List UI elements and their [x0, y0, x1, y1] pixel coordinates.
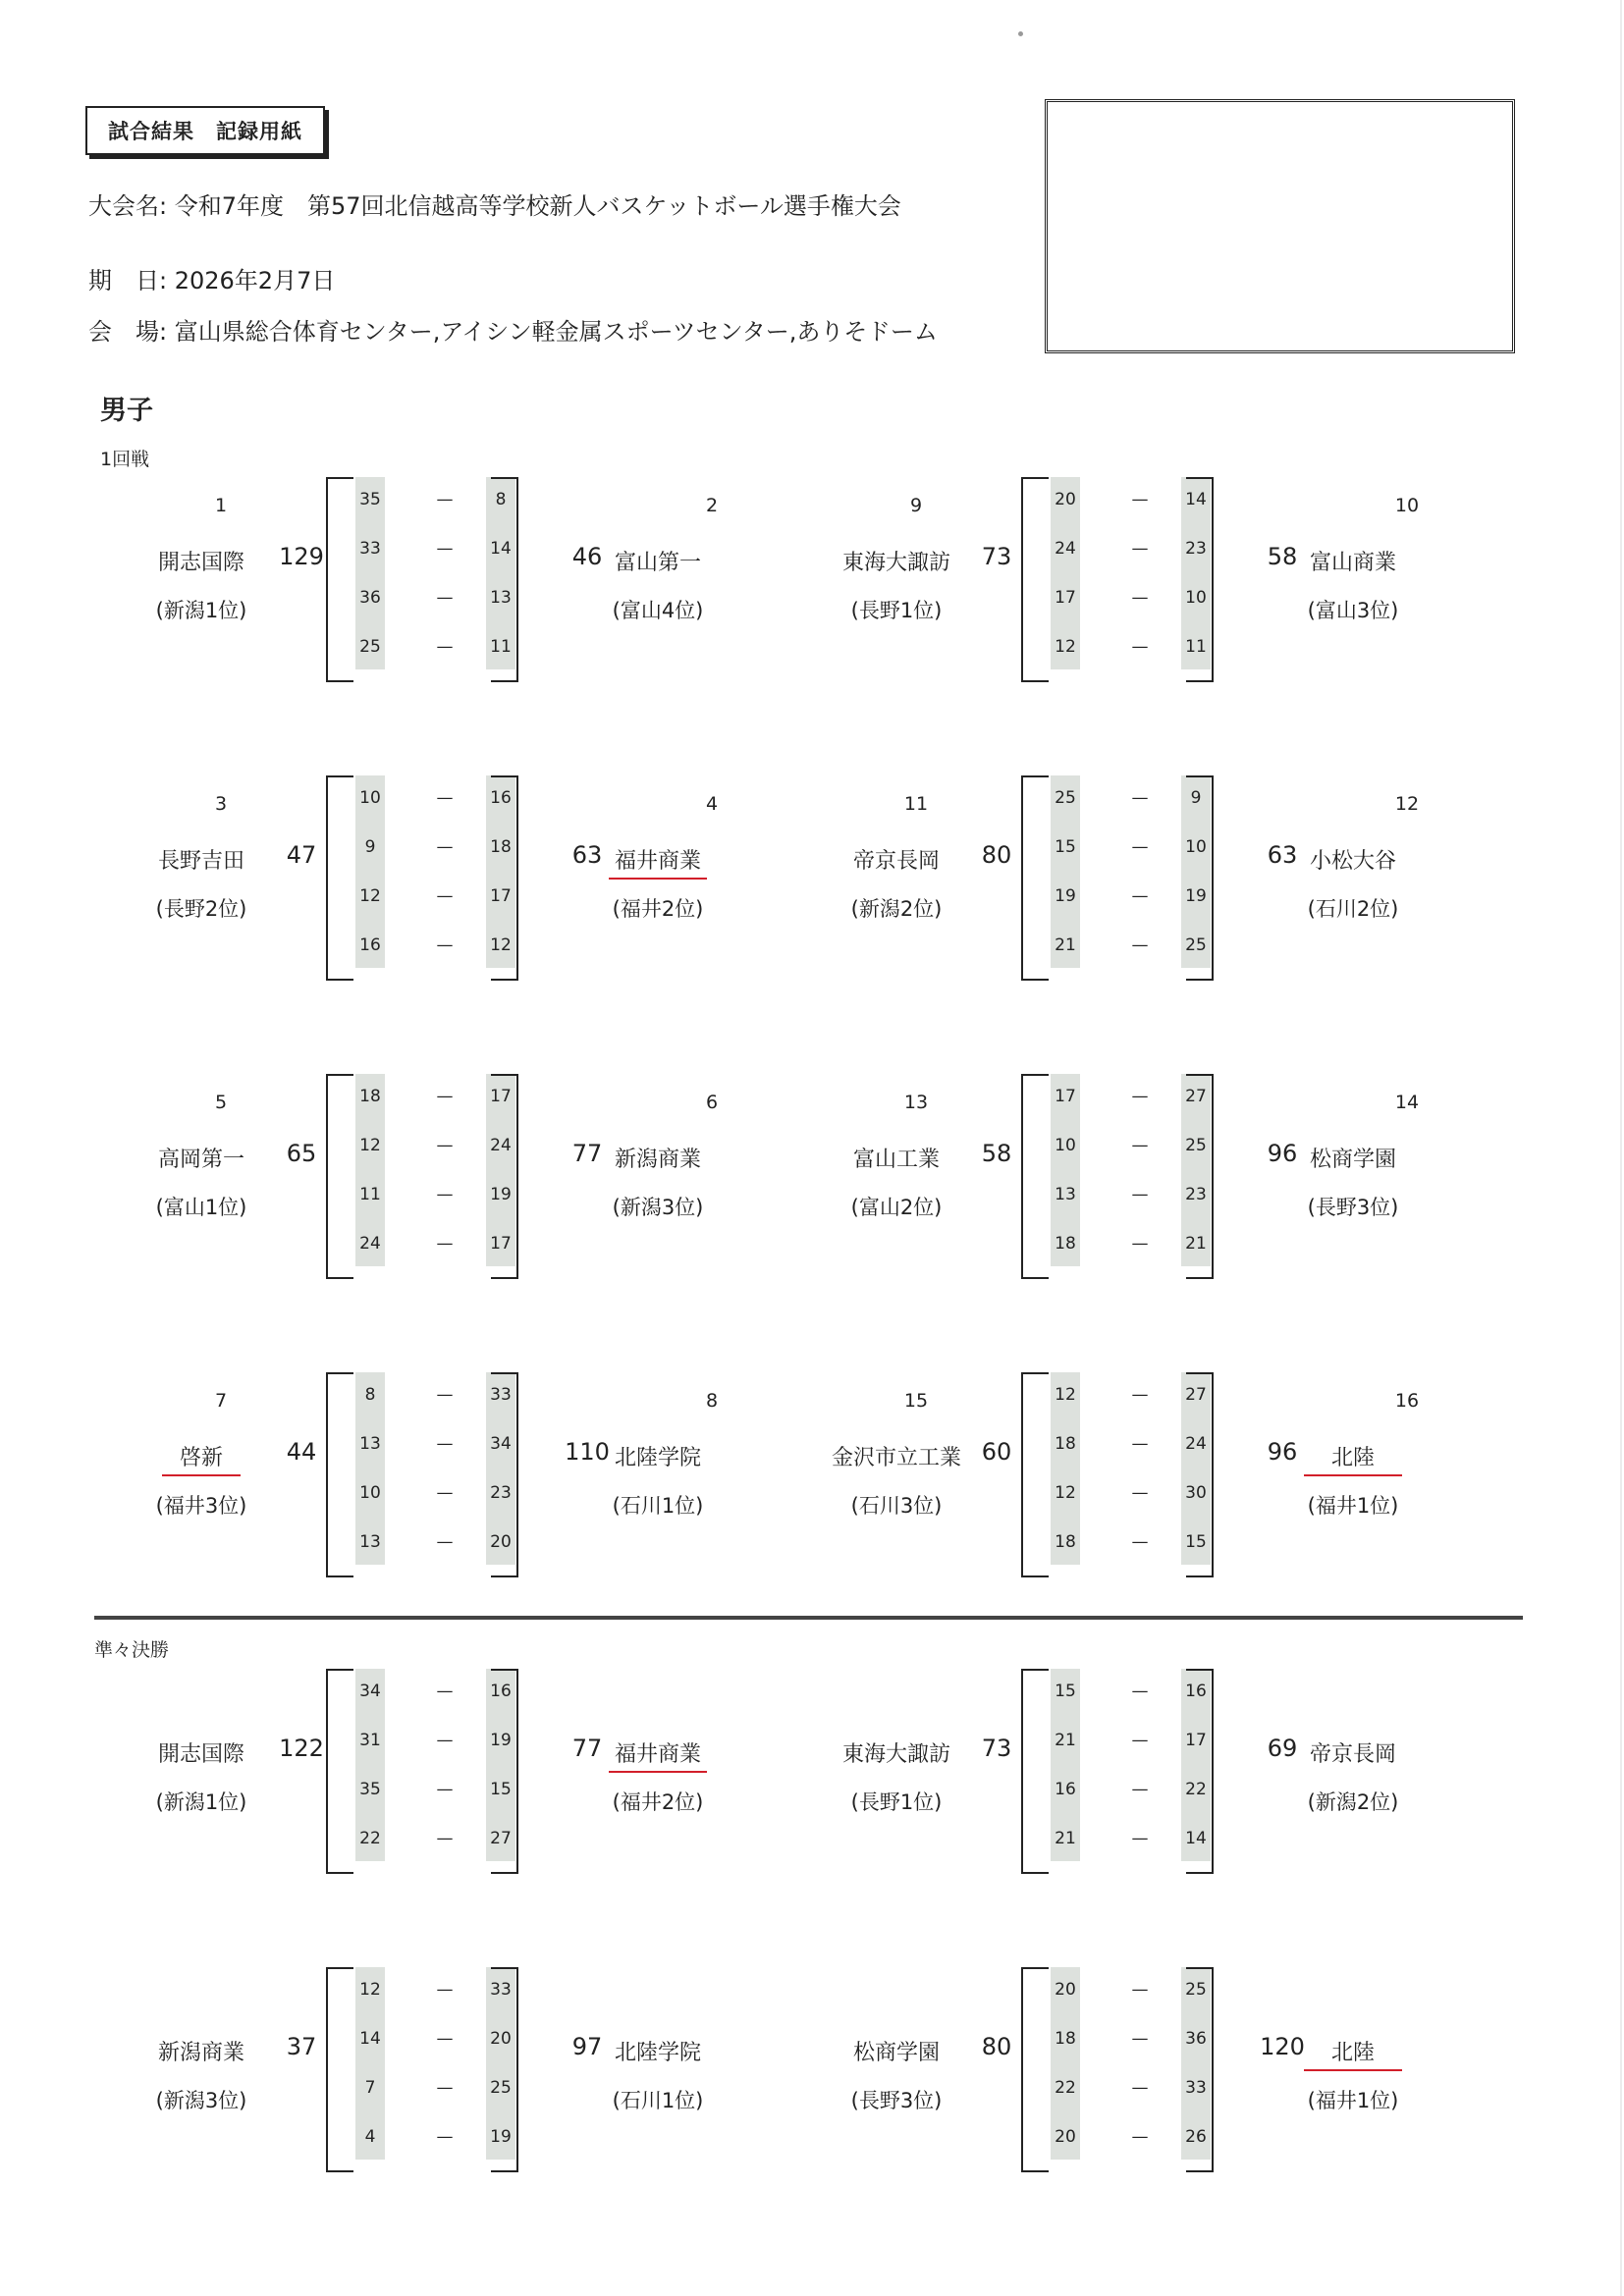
quarter-score: 11: [359, 1185, 381, 1204]
venue-value: 富山県総合体育センター,アイシン軽金属スポーツセンター,ありそドーム: [174, 318, 938, 346]
quarter-score: 25: [1185, 1980, 1207, 2000]
team-region-rank: (富山4位): [612, 599, 704, 622]
tournament-label: 大会名:: [88, 192, 168, 220]
quarter-score: 27: [490, 1829, 512, 1848]
team-region-rank: (石川1位): [612, 2089, 704, 2112]
score-bracket-left: [326, 477, 353, 682]
team-region-rank: (福井2位): [612, 897, 704, 921]
quarter-score: 19: [1185, 886, 1207, 906]
quarter-separator: —: [436, 2127, 454, 2147]
team-name: 帝京長岡: [852, 849, 940, 874]
quarter-score: 19: [490, 1731, 512, 1750]
team-name: 啓新: [179, 1446, 223, 1470]
quarter-score: 10: [1185, 837, 1207, 857]
quarter-score: 22: [359, 1829, 381, 1848]
quarter-separator: —: [1131, 1682, 1149, 1701]
quarter-score: 36: [1185, 2029, 1207, 2049]
match-box: [118, 477, 756, 688]
quarter-separator: —: [1131, 1434, 1149, 1454]
quarter-score: 8: [364, 1385, 376, 1405]
team-name: 富山第一: [614, 551, 701, 575]
team-total-score: 47: [286, 841, 317, 869]
quarter-separator: —: [1131, 1780, 1149, 1799]
score-bracket-left: [1021, 477, 1049, 682]
quarter-separator: —: [436, 490, 454, 509]
quarter-score: 22: [1185, 1780, 1207, 1799]
quarter-separator: —: [1131, 1087, 1149, 1106]
quarter-separator: —: [436, 837, 454, 857]
team-total-score: 63: [1267, 841, 1298, 869]
score-bracket-left: [1021, 1372, 1049, 1577]
quarter-score: 27: [1185, 1087, 1207, 1106]
team-region-rank: (長野1位): [850, 1790, 943, 1814]
stamp-box: [1045, 99, 1515, 353]
team-region-rank: (福井2位): [612, 1790, 704, 1814]
quarter-separator: —: [436, 1136, 454, 1155]
team-seed-number: 14: [1394, 1092, 1420, 1113]
team-total-score: 110: [565, 1438, 610, 1466]
team-total-score: 37: [286, 2033, 317, 2060]
team-seed-number: 4: [705, 793, 719, 815]
quarter-separator: —: [1131, 2127, 1149, 2147]
quarter-separator: —: [1131, 1136, 1149, 1155]
team-seed-number: 7: [214, 1390, 228, 1412]
quarter-separator: —: [436, 1829, 454, 1848]
winner-underline: [609, 878, 707, 880]
team-name: 高岡第一: [157, 1148, 244, 1172]
quarter-score: 20: [1055, 1980, 1076, 2000]
quarter-separator: —: [436, 539, 454, 559]
quarter-score: 10: [359, 1483, 381, 1503]
quarter-score: 9: [364, 837, 376, 857]
quarter-separator: —: [436, 886, 454, 906]
team-region-rank: (長野3位): [1307, 1196, 1399, 1219]
team-name: 開志国際: [157, 1742, 244, 1767]
quarter-score: 35: [359, 1780, 381, 1799]
quarter-separator: —: [1131, 1234, 1149, 1254]
score-bracket-left: [1021, 775, 1049, 981]
quarter-score: 12: [1055, 1483, 1076, 1503]
team-name: 東海大諏訪: [841, 1742, 950, 1767]
quarter-score: 30: [1185, 1483, 1207, 1503]
team-seed-number: 3: [214, 793, 228, 815]
team-region-rank: (福井3位): [155, 1494, 247, 1518]
quarter-separator: —: [1131, 1731, 1149, 1750]
match-box: [118, 1669, 756, 1880]
quarter-separator: —: [1131, 1185, 1149, 1204]
quarter-score: 11: [490, 637, 512, 657]
quarter-score: 20: [1055, 2127, 1076, 2147]
quarter-score: 15: [1055, 837, 1076, 857]
team-name: 北陸学院: [614, 2041, 701, 2065]
document-title: 試合結果 記録用紙: [85, 106, 325, 155]
quarter-separator: —: [436, 1434, 454, 1454]
quarter-score: 24: [1055, 539, 1076, 559]
quarter-separator: —: [436, 1234, 454, 1254]
score-bracket-left: [1021, 1074, 1049, 1279]
winner-underline: [1304, 2069, 1402, 2071]
team-total-score: 46: [571, 543, 603, 570]
team-total-score: 60: [981, 1438, 1012, 1466]
match-box: [813, 1074, 1451, 1285]
quarter-score: 34: [490, 1434, 512, 1454]
score-bracket-left: [326, 1074, 353, 1279]
team-region-rank: (新潟2位): [850, 897, 943, 921]
quarter-separator: —: [1131, 1532, 1149, 1552]
quarter-score: 33: [1185, 2078, 1207, 2098]
team-total-score: 73: [981, 543, 1012, 570]
quarter-score: 17: [490, 1087, 512, 1106]
team-seed-number: 5: [214, 1092, 228, 1113]
team-total-score: 63: [571, 841, 603, 869]
quarter-score: 13: [359, 1532, 381, 1552]
match-box: [118, 775, 756, 987]
quarter-separator: —: [1131, 837, 1149, 857]
team-total-score: 120: [1260, 2033, 1305, 2060]
quarter-separator: —: [436, 1087, 454, 1106]
quarter-score: 19: [490, 2127, 512, 2147]
match-box: [813, 775, 1451, 987]
team-region-rank: (富山3位): [1307, 599, 1399, 622]
score-bracket-left: [326, 1669, 353, 1874]
quarter-score: 17: [1055, 588, 1076, 608]
quarter-separator: —: [436, 1532, 454, 1552]
quarter-score: 36: [359, 588, 381, 608]
team-total-score: 97: [571, 2033, 603, 2060]
quarter-score: 16: [490, 1682, 512, 1701]
team-name: 帝京長岡: [1309, 1742, 1396, 1767]
quarter-separator: —: [436, 1385, 454, 1405]
quarter-score: 15: [490, 1780, 512, 1799]
quarter-score: 26: [1185, 2127, 1207, 2147]
quarter-score: 17: [490, 1234, 512, 1254]
date-label: 期 日:: [88, 267, 168, 294]
team-total-score: 80: [981, 841, 1012, 869]
quarter-score: 18: [1055, 1434, 1076, 1454]
date-line: [88, 261, 335, 295]
team-total-score: 69: [1267, 1735, 1298, 1762]
tournament-name: 令和7年度 第57回北信越高等学校新人バスケットボール選手権大会: [174, 192, 901, 220]
team-name: 東海大諏訪: [841, 551, 950, 575]
team-name: 小松大谷: [1309, 849, 1396, 874]
quarter-score: 12: [1055, 637, 1076, 657]
quarter-separator: —: [1131, 1829, 1149, 1848]
score-bracket-left: [326, 1372, 353, 1577]
quarter-separator: —: [1131, 490, 1149, 509]
score-bracket-left: [1021, 1669, 1049, 1874]
team-seed-number: 10: [1394, 495, 1420, 516]
quarter-separator: —: [1131, 935, 1149, 955]
team-name: 北陸学院: [614, 1446, 701, 1470]
quarter-score: 24: [490, 1136, 512, 1155]
team-region-rank: (富山2位): [850, 1196, 943, 1219]
quarter-separator: —: [436, 1731, 454, 1750]
quarter-score: 12: [1055, 1385, 1076, 1405]
quarter-score: 19: [490, 1185, 512, 1204]
quarter-score: 17: [490, 886, 512, 906]
team-name: 松商学園: [852, 2041, 940, 2065]
team-total-score: 77: [571, 1735, 603, 1762]
quarter-score: 23: [1185, 1185, 1207, 1204]
quarter-score: 14: [1185, 490, 1207, 509]
winner-underline: [162, 1474, 241, 1476]
quarter-score: 21: [1185, 1234, 1207, 1254]
date-value: 2026年2月7日: [174, 267, 336, 294]
match-box: [118, 1967, 756, 2178]
team-region-rank: (富山1位): [155, 1196, 247, 1219]
team-seed-number: 12: [1394, 793, 1420, 815]
team-region-rank: (長野1位): [850, 599, 943, 622]
quarter-score: 23: [1185, 539, 1207, 559]
quarter-score: 27: [1185, 1385, 1207, 1405]
quarter-score: 21: [1055, 1829, 1076, 1848]
team-region-rank: (福井1位): [1307, 1494, 1399, 1518]
quarter-score: 16: [359, 935, 381, 955]
team-seed-number: 8: [705, 1390, 719, 1412]
quarter-separator: —: [436, 2029, 454, 2049]
quarter-separator: —: [436, 788, 454, 808]
team-total-score: 73: [981, 1735, 1012, 1762]
team-name: 富山商業: [1309, 551, 1396, 575]
quarter-separator: —: [436, 935, 454, 955]
quarter-score: 18: [1055, 2029, 1076, 2049]
round-label-quarterfinal: 準々決勝: [94, 1639, 170, 1661]
team-total-score: 58: [1267, 543, 1298, 570]
team-region-rank: (石川3位): [850, 1494, 943, 1518]
team-name: 長野吉田: [157, 849, 244, 874]
quarter-score: 18: [1055, 1234, 1076, 1254]
quarter-score: 25: [1055, 788, 1076, 808]
quarter-score: 12: [359, 886, 381, 906]
quarter-score: 20: [490, 2029, 512, 2049]
quarter-separator: —: [436, 637, 454, 657]
quarter-separator: —: [1131, 788, 1149, 808]
match-box: [813, 1372, 1451, 1583]
team-total-score: 77: [571, 1140, 603, 1167]
quarter-score: 17: [1055, 1087, 1076, 1106]
team-seed-number: 9: [909, 495, 923, 516]
quarter-score: 10: [1185, 588, 1207, 608]
quarter-score: 22: [1055, 2078, 1076, 2098]
score-bracket-left: [1021, 1967, 1049, 2172]
quarter-score: 18: [359, 1087, 381, 1106]
venue-line: [88, 312, 938, 347]
match-box: [118, 1074, 756, 1285]
team-total-score: 80: [981, 2033, 1012, 2060]
team-seed-number: 6: [705, 1092, 719, 1113]
team-name: 北陸: [1330, 2041, 1375, 2065]
scan-edge: [1620, 0, 1622, 2296]
team-name: 開志国際: [157, 551, 244, 575]
quarter-score: 21: [1055, 1731, 1076, 1750]
quarter-score: 20: [1055, 490, 1076, 509]
winner-underline: [1304, 1474, 1402, 1476]
quarter-score: 21: [1055, 935, 1076, 955]
scan-speck: [1018, 31, 1023, 36]
team-total-score: 96: [1267, 1140, 1298, 1167]
quarter-separator: —: [1131, 588, 1149, 608]
quarter-score: 24: [359, 1234, 381, 1254]
team-name: 新潟商業: [614, 1148, 701, 1172]
quarter-separator: —: [436, 1185, 454, 1204]
quarter-score: 25: [1185, 935, 1207, 955]
quarter-score: 14: [1185, 1829, 1207, 1848]
quarter-score: 4: [364, 2127, 376, 2147]
quarter-score: 9: [1190, 788, 1202, 808]
quarter-separator: —: [436, 1483, 454, 1503]
team-name: 松商学園: [1309, 1148, 1396, 1172]
quarter-separator: —: [1131, 1483, 1149, 1503]
quarter-separator: —: [1131, 1980, 1149, 2000]
team-name: 北陸: [1330, 1446, 1375, 1470]
quarter-separator: —: [1131, 637, 1149, 657]
team-total-score: 65: [286, 1140, 317, 1167]
quarter-score: 25: [1185, 1136, 1207, 1155]
quarter-score: 33: [490, 1980, 512, 2000]
quarter-score: 12: [359, 1136, 381, 1155]
quarter-separator: —: [436, 2078, 454, 2098]
quarter-score: 14: [490, 539, 512, 559]
venue-label: 会 場:: [88, 318, 168, 346]
quarter-separator: —: [1131, 1385, 1149, 1405]
quarter-separator: —: [436, 1682, 454, 1701]
section-divider: [94, 1616, 1523, 1620]
quarter-score: 10: [359, 788, 381, 808]
team-name: 金沢市立工業: [831, 1446, 961, 1470]
quarter-score: 16: [1055, 1780, 1076, 1799]
quarter-score: 33: [359, 539, 381, 559]
team-seed-number: 11: [903, 793, 929, 815]
quarter-score: 7: [364, 2078, 376, 2098]
match-box: [813, 477, 1451, 688]
quarter-score: 24: [1185, 1434, 1207, 1454]
team-total-score: 96: [1267, 1438, 1298, 1466]
team-seed-number: 2: [705, 495, 719, 516]
team-region-rank: (新潟3位): [612, 1196, 704, 1219]
quarter-score: 15: [1185, 1532, 1207, 1552]
team-region-rank: (新潟3位): [155, 2089, 247, 2112]
quarter-score: 18: [1055, 1532, 1076, 1552]
team-region-rank: (石川2位): [1307, 897, 1399, 921]
score-bracket-left: [326, 1967, 353, 2172]
quarter-separator: —: [436, 1780, 454, 1799]
quarter-score: 34: [359, 1682, 381, 1701]
quarter-score: 16: [1185, 1682, 1207, 1701]
quarter-score: 11: [1185, 637, 1207, 657]
team-region-rank: (石川1位): [612, 1494, 704, 1518]
team-name: 新潟商業: [157, 2041, 244, 2065]
team-region-rank: (長野2位): [155, 897, 247, 921]
quarter-score: 13: [490, 588, 512, 608]
round-label-first: 1回戦: [100, 449, 150, 470]
quarter-score: 13: [359, 1434, 381, 1454]
quarter-score: 14: [359, 2029, 381, 2049]
quarter-separator: —: [1131, 886, 1149, 906]
team-seed-number: 13: [903, 1092, 929, 1113]
team-region-rank: (新潟1位): [155, 599, 247, 622]
team-seed-number: 16: [1394, 1390, 1420, 1412]
quarter-score: 12: [359, 1980, 381, 2000]
team-seed-number: 1: [214, 495, 228, 516]
quarter-score: 8: [495, 490, 507, 509]
team-name: 富山工業: [852, 1148, 940, 1172]
quarter-separator: —: [436, 1980, 454, 2000]
quarter-score: 25: [359, 637, 381, 657]
quarter-score: 31: [359, 1731, 381, 1750]
match-box: [118, 1372, 756, 1583]
quarter-score: 23: [490, 1483, 512, 1503]
quarter-separator: —: [1131, 539, 1149, 559]
team-name: 福井商業: [614, 1742, 701, 1767]
match-box: [813, 1669, 1451, 1880]
quarter-score: 20: [490, 1532, 512, 1552]
score-bracket-left: [326, 775, 353, 981]
team-total-score: 58: [981, 1140, 1012, 1167]
team-region-rank: (福井1位): [1307, 2089, 1399, 2112]
quarter-separator: —: [1131, 2078, 1149, 2098]
team-region-rank: (新潟2位): [1307, 1790, 1399, 1814]
winner-underline: [609, 1771, 707, 1773]
tournament-line: [88, 187, 901, 221]
quarter-score: 12: [490, 935, 512, 955]
quarter-score: 15: [1055, 1682, 1076, 1701]
quarter-score: 35: [359, 490, 381, 509]
quarter-separator: —: [436, 588, 454, 608]
quarter-score: 19: [1055, 886, 1076, 906]
team-total-score: 122: [279, 1735, 324, 1762]
quarter-score: 18: [490, 837, 512, 857]
quarter-score: 33: [490, 1385, 512, 1405]
team-name: 福井商業: [614, 849, 701, 874]
team-region-rank: (新潟1位): [155, 1790, 247, 1814]
quarter-score: 16: [490, 788, 512, 808]
team-seed-number: 15: [903, 1390, 929, 1412]
quarter-separator: —: [1131, 2029, 1149, 2049]
team-total-score: 129: [279, 543, 324, 570]
quarter-score: 13: [1055, 1185, 1076, 1204]
quarter-score: 25: [490, 2078, 512, 2098]
team-total-score: 44: [286, 1438, 317, 1466]
team-region-rank: (長野3位): [850, 2089, 943, 2112]
match-box: [813, 1967, 1451, 2178]
section-heading: 男子: [100, 396, 153, 426]
quarter-score: 17: [1185, 1731, 1207, 1750]
quarter-score: 10: [1055, 1136, 1076, 1155]
